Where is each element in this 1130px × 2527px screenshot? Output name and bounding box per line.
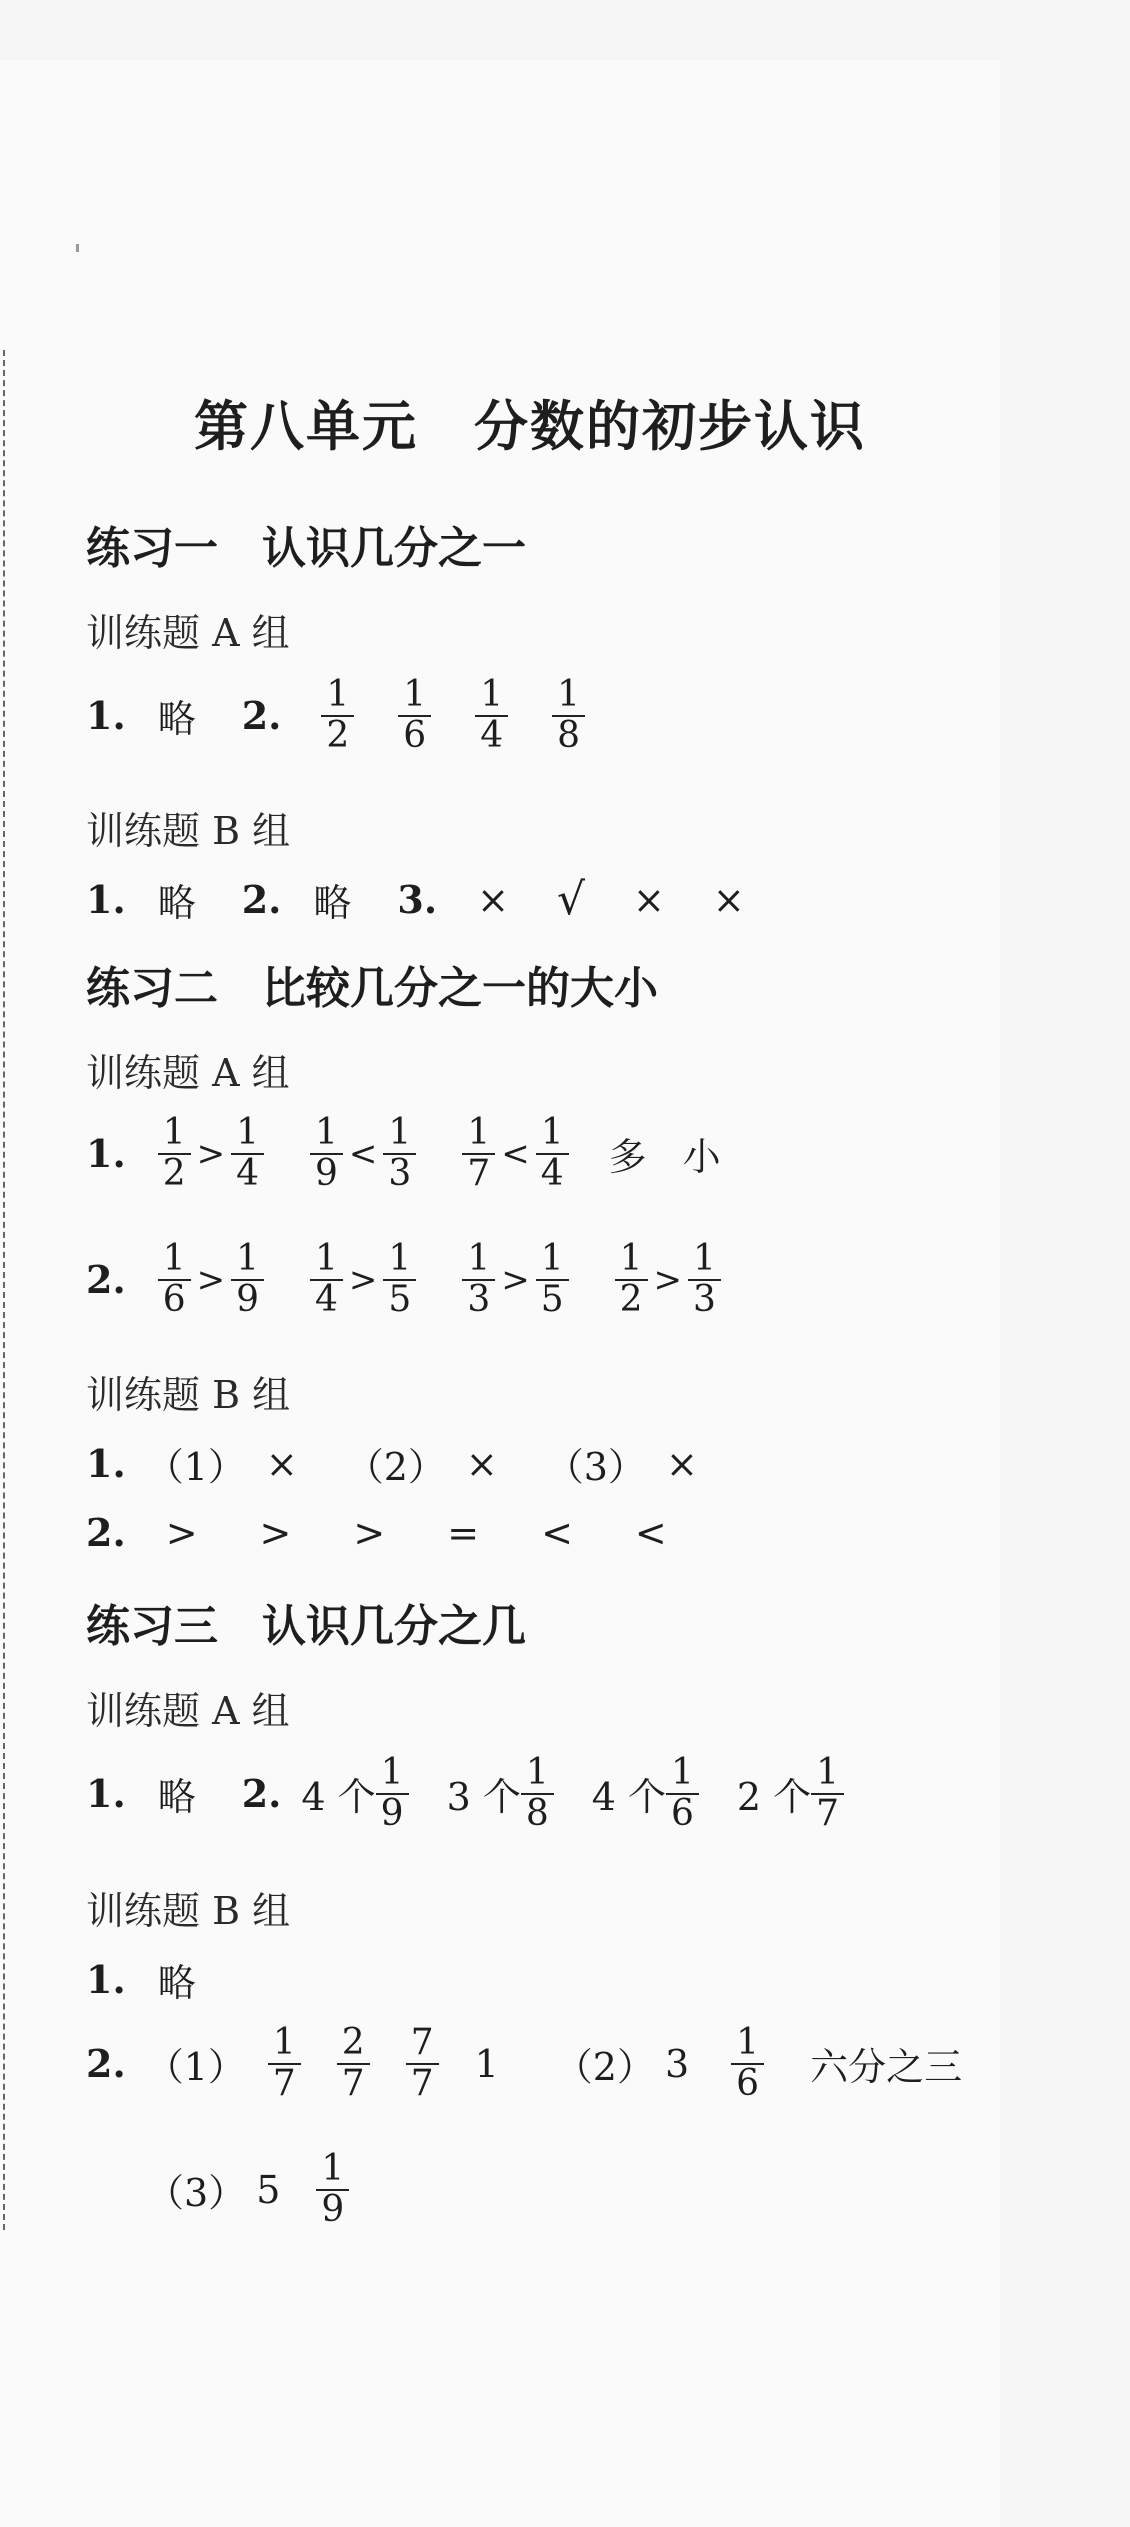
cut-line	[3, 350, 5, 2230]
fraction: $\frac{1}{7}$	[268, 2024, 301, 2104]
fraction: $\frac{1}{4}$	[475, 676, 508, 756]
scan-speck	[76, 244, 79, 252]
exercise-2-group-b-label: 训练题 B 组	[86, 1373, 291, 1417]
fraction-comparison: $\frac{1}{6}$ > $\frac{1}{9}$	[158, 1240, 264, 1320]
exercise-3-group-b-row-3: （3） 5 $\frac{1}{9}$	[146, 2150, 349, 2230]
fraction: $\frac{1}{8}$	[521, 1754, 554, 1834]
exercise-1-title: 练习一 认识几分之一	[86, 523, 526, 574]
exercise-2-group-b-row-2: 2. > > > = < <	[86, 1510, 667, 1555]
fraction-comparison: $\frac{1}{2}$ > $\frac{1}{4}$	[158, 1114, 264, 1194]
fraction-comparison: $\frac{1}{2}$ > $\frac{1}{3}$	[615, 1240, 721, 1320]
exercise-2-group-b-row-1: 1. （1） × （2） × （3） ×	[86, 1441, 698, 1489]
exercise-1-group-a-label: 训练题 A 组	[86, 611, 290, 655]
fraction: $\frac{1}{6}$	[666, 1754, 699, 1834]
fraction: $\frac{2}{7}$	[337, 2024, 370, 2104]
exercise-2-title: 练习二 比较几分之一的大小	[86, 963, 658, 1014]
exercise-3-group-a-answers: 1. 略 2. 4 个 $\frac{1}{9}$ 3 个 $\frac{1}{8}$ 4 个 $\frac{1}{6}$ 2 个 $\frac{1}{7}$	[86, 1754, 844, 1834]
exercise-1-group-b-answers: 1. 略 2. 略 3. × √ × ×	[86, 874, 745, 925]
fraction: $\frac{1}{6}$	[731, 2024, 764, 2104]
exercise-1-group-b-label: 训练题 B 组	[86, 809, 291, 853]
exercise-2-group-a-row-1: 1. $\frac{1}{2}$ > $\frac{1}{4}$ $\frac{1}{9}$ < $\frac{1}{3}$ $\frac{1}{7}$ < $\frac{1}{4}$ 多 小	[86, 1112, 721, 1194]
fraction: $\frac{1}{2}$	[321, 676, 354, 756]
mark: ×	[632, 877, 665, 922]
exercise-3-title: 练习三 认识几分之几	[86, 1601, 526, 1652]
exercise-3-group-b-row-1: 1. 略	[86, 1957, 196, 2005]
exercise-1-group-a-answers: 1. 略 2. $\frac{1}{2}$ $\frac{1}{6}$ $\frac{1}{4}$ $\frac{1}{8}$	[86, 676, 585, 756]
mark: ×	[712, 877, 745, 922]
unit-title: 第八单元 分数的初步认识	[194, 395, 866, 458]
exercise-3-group-a-label: 训练题 A 组	[86, 1689, 290, 1733]
fraction-comparison: $\frac{1}{9}$ < $\frac{1}{3}$	[310, 1114, 416, 1194]
fraction-comparison: $\frac{1}{7}$ < $\frac{1}{4}$	[462, 1114, 568, 1194]
fraction-comparison: $\frac{1}{4}$ > $\frac{1}{5}$	[310, 1240, 416, 1320]
mark: √	[556, 874, 585, 925]
exercise-2-group-a-label: 训练题 A 组	[86, 1051, 290, 1095]
fraction: $\frac{1}{8}$	[552, 676, 585, 756]
exercise-3-group-b-row-2: 2. （1） $\frac{1}{7}$ $\frac{2}{7}$ $\frac{7}{7}$ 1 （2） 3 $\frac{1}{6}$ 六分之三	[86, 2022, 963, 2104]
fraction: $\frac{1}{7}$	[811, 1754, 844, 1834]
exercise-2-group-a-row-2: 2. $\frac{1}{6}$ > $\frac{1}{9}$ $\frac{1}{4}$ > $\frac{1}{5}$ $\frac{1}{3}$ > $\frac{1}{5}$ $\frac{1}{2}$ > $\frac{1}{3}$	[86, 1240, 721, 1320]
fraction: $\frac{1}{9}$	[376, 1754, 409, 1834]
mark: ×	[477, 877, 509, 922]
fraction-comparison: $\frac{1}{3}$ > $\frac{1}{5}$	[462, 1240, 568, 1320]
fraction: $\frac{7}{7}$	[406, 2024, 439, 2104]
exercise-3-group-b-label: 训练题 B 组	[86, 1889, 291, 1933]
fraction: $\frac{1}{9}$	[316, 2150, 349, 2230]
fraction: $\frac{1}{6}$	[398, 676, 431, 756]
